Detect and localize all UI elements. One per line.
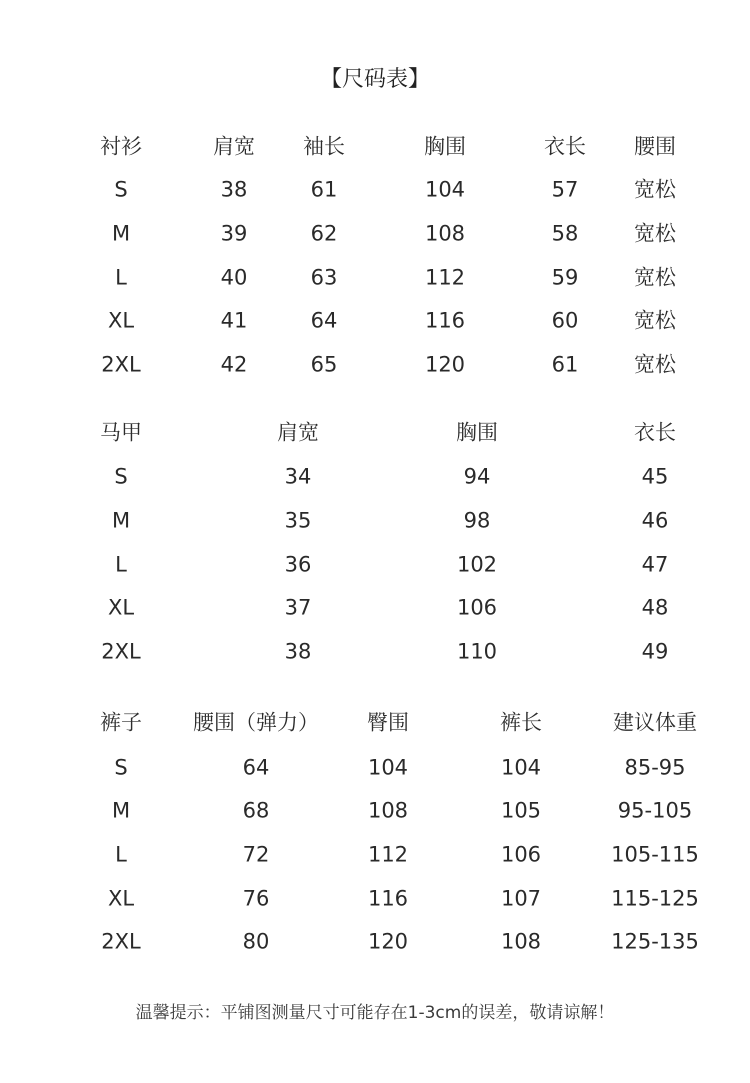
table-cell: 宽松 [634, 265, 676, 290]
table-cell: 98 [463, 508, 491, 533]
table-cell: 68 [242, 798, 270, 823]
table-cell: 47 [641, 552, 669, 577]
table-cell: 116 [367, 886, 409, 911]
table-cell: 107 [500, 886, 542, 911]
table-cell: 115-125 [611, 886, 699, 911]
table-header-cell: 衣长 [634, 420, 676, 445]
table-cell: 64 [310, 308, 338, 333]
size-label-cell: L [115, 265, 127, 290]
size-label-cell: 2XL [101, 639, 141, 664]
table-cell: 76 [242, 886, 270, 911]
table-cell: 80 [242, 929, 270, 954]
table-cell: 102 [456, 552, 498, 577]
size-label-cell: M [111, 221, 131, 246]
table-cell: 65 [310, 352, 338, 377]
table-cell: 45 [641, 464, 669, 489]
table-cell: 64 [242, 755, 270, 780]
table-header-cell: 肩宽 [277, 420, 319, 445]
size-label-cell: XL [107, 886, 135, 911]
table-cell: 60 [551, 308, 579, 333]
size-chart-title: 【尺码表】 [319, 67, 430, 92]
table-cell: 宽松 [634, 177, 676, 202]
table-cell: 40 [220, 265, 248, 290]
table-header-cell: 腰围 [634, 134, 676, 159]
size-label-cell: M [111, 508, 131, 533]
table-cell: 104 [424, 177, 466, 202]
table-header-cell: 衬衫 [100, 134, 142, 159]
table-cell: 36 [284, 552, 312, 577]
table-cell: 95-105 [617, 798, 693, 823]
table-header-cell: 马甲 [100, 420, 142, 445]
table-cell: 108 [500, 929, 542, 954]
size-label-cell: S [114, 464, 128, 489]
table-cell: 62 [310, 221, 338, 246]
table-cell: 57 [551, 177, 579, 202]
table-cell: 35 [284, 508, 312, 533]
table-cell: 39 [220, 221, 248, 246]
measurement-note: 温馨提示：平铺图测量尺寸可能存在1-3cm的误差，敬请谅解！ [135, 1003, 615, 1023]
table-cell: 48 [641, 595, 669, 620]
table-cell: 46 [641, 508, 669, 533]
table-cell: 49 [641, 639, 669, 664]
table-cell: 105 [500, 798, 542, 823]
table-cell: 110 [456, 639, 498, 664]
table-header-cell: 腰围（弹力） [193, 710, 319, 735]
table-cell: 38 [284, 639, 312, 664]
table-cell: 116 [424, 308, 466, 333]
table-cell: 63 [310, 265, 338, 290]
table-cell: 38 [220, 177, 248, 202]
table-header-cell: 衣长 [544, 134, 586, 159]
table-cell: 104 [367, 755, 409, 780]
table-cell: 宽松 [634, 308, 676, 333]
table-cell: 120 [367, 929, 409, 954]
table-cell: 106 [456, 595, 498, 620]
table-header-cell: 胸围 [424, 134, 466, 159]
table-cell: 85-95 [624, 755, 686, 780]
size-label-cell: XL [107, 308, 135, 333]
table-header-cell: 胸围 [456, 420, 498, 445]
table-cell: 125-135 [611, 929, 699, 954]
table-cell: 37 [284, 595, 312, 620]
table-cell: 108 [424, 221, 466, 246]
table-cell: 61 [310, 177, 338, 202]
size-label-cell: S [114, 177, 128, 202]
table-cell: 宽松 [634, 352, 676, 377]
table-header-cell: 建议体重 [613, 710, 697, 735]
size-label-cell: S [114, 755, 128, 780]
table-cell: 94 [463, 464, 491, 489]
table-cell: 120 [424, 352, 466, 377]
size-label-cell: L [115, 552, 127, 577]
table-header-cell: 肩宽 [213, 134, 255, 159]
size-label-cell: L [115, 842, 127, 867]
table-cell: 105-115 [611, 842, 699, 867]
table-header-cell: 裤子 [100, 710, 142, 735]
table-header-cell: 臀围 [367, 710, 409, 735]
size-label-cell: M [111, 798, 131, 823]
table-cell: 58 [551, 221, 579, 246]
table-cell: 61 [551, 352, 579, 377]
table-cell: 宽松 [634, 221, 676, 246]
table-cell: 112 [424, 265, 466, 290]
table-cell: 42 [220, 352, 248, 377]
table-cell: 112 [367, 842, 409, 867]
table-cell: 34 [284, 464, 312, 489]
table-header-cell: 袖长 [303, 134, 345, 159]
table-cell: 59 [551, 265, 579, 290]
table-cell: 108 [367, 798, 409, 823]
table-cell: 106 [500, 842, 542, 867]
table-cell: 41 [220, 308, 248, 333]
size-label-cell: 2XL [101, 929, 141, 954]
size-label-cell: 2XL [101, 352, 141, 377]
size-label-cell: XL [107, 595, 135, 620]
table-header-cell: 裤长 [500, 710, 542, 735]
table-cell: 72 [242, 842, 270, 867]
table-cell: 104 [500, 755, 542, 780]
